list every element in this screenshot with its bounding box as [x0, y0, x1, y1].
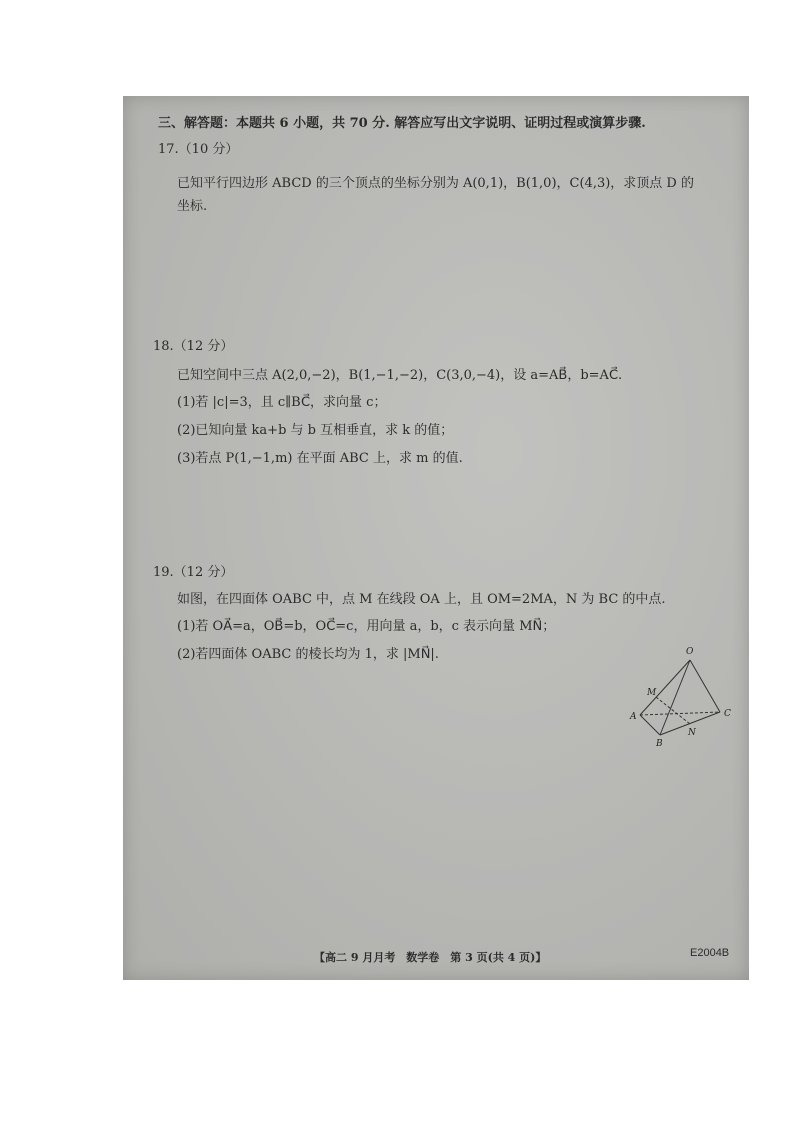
- section-heading: 三、解答题：本题共 6 小题，共 70 分. 解答应写出文字说明、证明过程或演算步骤.: [158, 116, 646, 131]
- segment-MN: [656, 697, 690, 724]
- exam-code: E2004B: [690, 947, 730, 959]
- label-B: B: [656, 739, 663, 749]
- question-19-text: 如图，在四面体 OABC 中，点 M 在线段 OA 上，且 OM=2MA，N 为 BC 的中点.: [177, 592, 666, 607]
- edge-AC-hidden: [640, 712, 720, 715]
- question-18-text: 已知空间中三点 A(2,0,−2)，B(1,−1,−2)，C(3,0,−4)，设 a=AB⃗，b=AC⃗.: [177, 368, 623, 383]
- label-M: M: [647, 688, 657, 698]
- question-19-part-1: (1)若 OA⃗=a，OB⃗=b，OC⃗=c，用向量 a，b，c 表示向量 MN⃗；: [177, 619, 556, 634]
- edge-OC: [690, 660, 720, 712]
- label-A: A: [630, 712, 637, 722]
- question-18-number: 18.（12 分）: [153, 339, 234, 354]
- question-18-part-3: (3)若点 P(1,−1,m) 在平面 ABC 上，求 m 的值.: [177, 451, 463, 466]
- question-17-text-cont: 坐标.: [177, 199, 208, 214]
- label-O: O: [686, 647, 694, 657]
- label-N: N: [688, 728, 696, 738]
- question-18-part-2: (2)已知向量 ka+b 与 b 互相垂直，求 k 的值；: [177, 423, 454, 438]
- question-19-number: 19.（12 分）: [153, 565, 234, 580]
- edge-OB: [660, 660, 690, 735]
- question-18-part-1: (1)若 |c|=3，且 c∥BC⃗，求向量 c；: [177, 395, 387, 410]
- label-C: C: [724, 709, 731, 719]
- edge-AB: [640, 715, 660, 735]
- question-17-number: 17.（10 分）: [158, 142, 239, 157]
- exam-page: [123, 96, 749, 980]
- question-17-text: 已知平行四边形 ABCD 的三个顶点的坐标分别为 A(0,1)，B(1,0)，C(4,3)，求顶点 D 的: [177, 176, 694, 191]
- tetrahedron-diagram: [620, 640, 740, 750]
- question-19-part-2: (2)若四面体 OABC 的棱长均为 1，求 |MN⃗|.: [177, 647, 439, 662]
- page-footer: 【高二 9 月月考 数学卷 第 3 页(共 4 页)】: [314, 951, 547, 964]
